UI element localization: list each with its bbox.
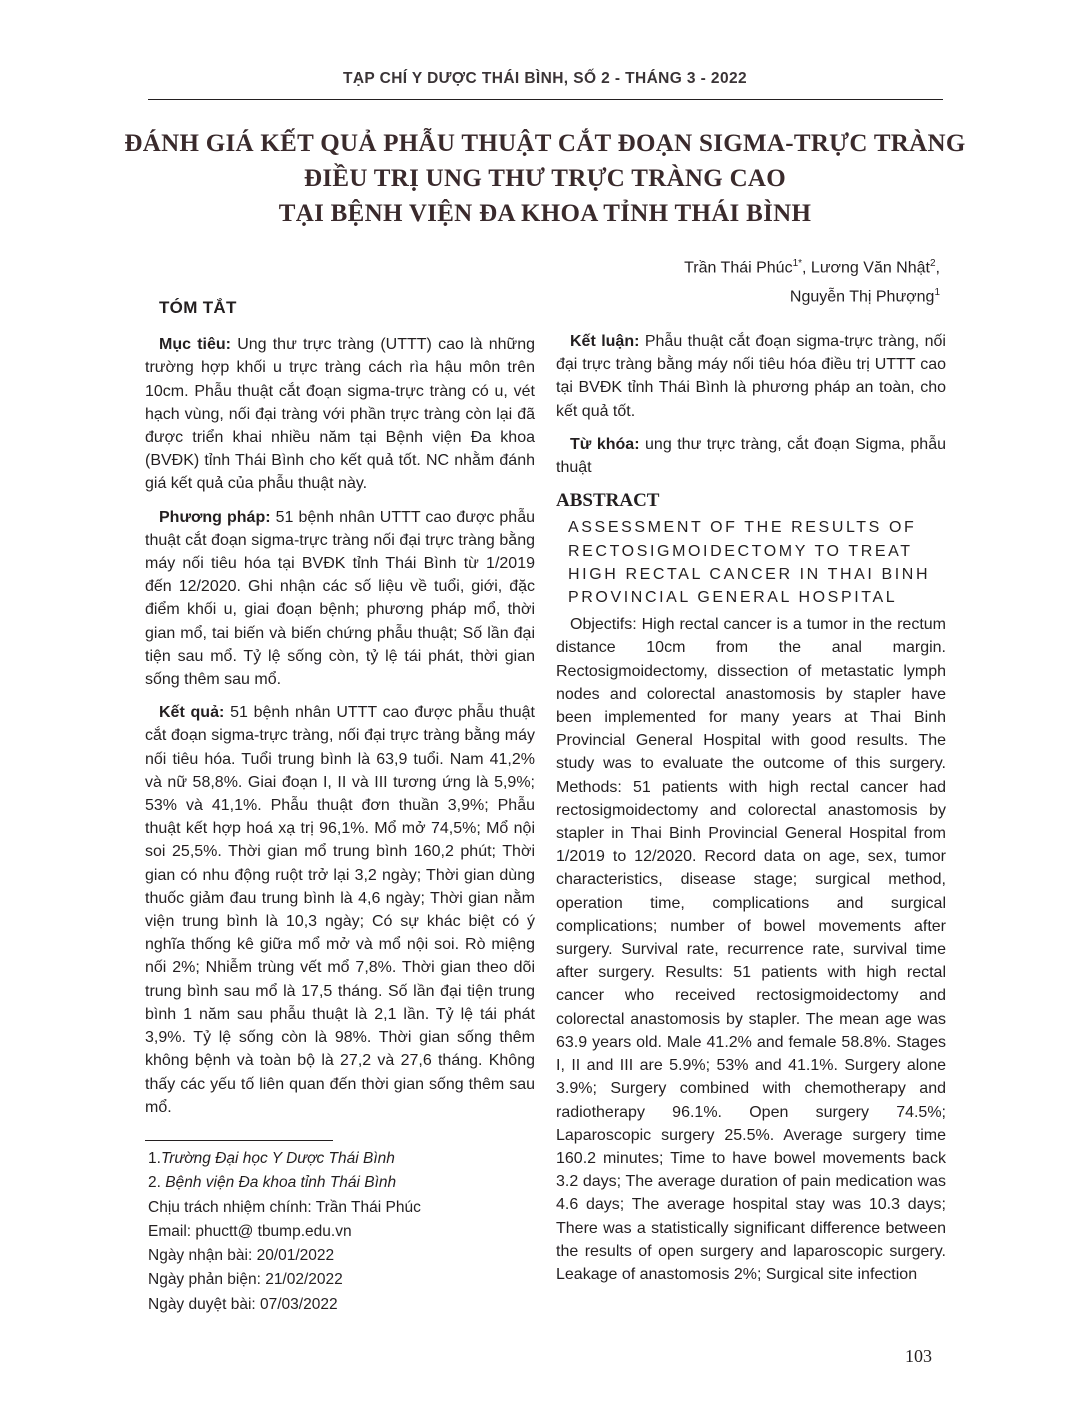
keywords-paragraph	[556, 433, 946, 479]
author-2: Lương Văn Nhật	[810, 259, 930, 277]
objectifs-label: Objectifs:	[570, 616, 637, 634]
left-column	[145, 296, 535, 1129]
author-3-affiliation: 1	[934, 287, 940, 299]
footnote-responsible: Chịu trách nhiệm chính: Trần Thái Phúc	[148, 1198, 421, 1216]
keywords-text: ung thư trực tràng, cắt đoạn Sigma, phẫu thuật	[556, 435, 946, 477]
author-2-affiliation: 2	[929, 258, 936, 269]
english-title: ASSESSMENT OF THE RESULTS OF RECTOSIGMOIDECTOMY TO TREAT HIGH RECTAL CANCER IN THAI BINH PROVINCIAL GENERAL HOSPITAL	[568, 519, 931, 607]
keywords-label: Từ khóa:	[570, 435, 640, 453]
objective-text: Ung thư trực tràng (UTTT) cao là những trường hợp khối u trực tràng cách rìa hậu môn trên 10cm. Phẫu thuật cắt đoạn sigma-trực tràng có u, vét hạch vùng, nối đại tràng với phần trực tràng còn lại đã được triển khai nhiều năm tại Bệnh viện Đa khoa (BVĐK) tỉnh Thái Bình cho kết quả tốt. NC nhằm đánh giá kết quả của phẫu thuật này.	[145, 336, 536, 493]
results-text: 51 patients with high rectal cancer who received rectosigmoidectomy and colorectal anastomosis by stapler. The mean age was 63.9 years old. Male 41.2% and female 58.8%. Stages I, II and III are 5.9%; 53% and 41.1%. Surgery alone 3.9%; Surgery combined with chemotherapy and radiotherapy 96.1%. Open surgery 74.5%; Laparoscopic surgery 25.5%. Average surgery time 160.2 minutes; Time to have bowel movements back 3.2 days; The average duration of pain medication was 4.6 days; The average hospital stay was 10.3 days; There was a statistically significant difference between the results of open surgery and laparoscopic surgery. Leakage of anastomosis 2%; Surgical site infection	[556, 964, 947, 1283]
header-divider	[148, 99, 943, 100]
footnote-affiliation-1: 1.Trường Đại học Y Dược Thái Bình	[148, 1150, 395, 1167]
objective-label: Mục tiêu:	[159, 336, 231, 354]
article-title	[90, 126, 1000, 231]
results-label: Results:	[665, 964, 723, 982]
result-paragraph	[145, 701, 535, 1119]
conclusion-label: Kết luận:	[570, 333, 640, 350]
summary-heading: TÓM TẮT	[159, 298, 237, 317]
conclusion-text: Phẫu thuật cắt đoạn sigma-trực tràng, nối đại trực tràng bằng máy nối tiêu hóa điều trị UTTT cao tại BVĐK tỉnh Thái Bình là phương pháp an toàn, cho kết quả tốt.	[556, 333, 946, 420]
author-3: Nguyễn Thị Phượng	[789, 288, 935, 306]
footnote-accepted-date: Ngày duyệt bài: 07/03/2022	[148, 1295, 338, 1313]
footnote-email: Email: phuctt@ tbump.edu.vn	[148, 1222, 352, 1240]
author-1-affiliation: 1*	[792, 258, 803, 269]
method-paragraph	[145, 506, 535, 692]
method-text: 51 bệnh nhân UTTT cao được phẫu thuật cắt đoạn sigma-trực tràng nối đại trực tràng bằng máy nối tiêu hóa tại BVĐK tỉnh Thái Bình từ 1/2019 đến 12/2020. Ghi nhận các số liệu về tuổi, giới, đặc điểm khối u, giai đoạn bệnh; phương pháp mổ, thời gian mổ, tai biến và biến chứng phẫu thuật; Số lần đại tiện sau mổ. Tỷ lệ sống còn, tỷ lệ tái phát, thời gian sống thêm sau mổ.	[145, 508, 536, 689]
methods-label: Methods:	[556, 778, 622, 796]
page-number: 103	[905, 1346, 932, 1366]
objectifs-text: High rectal cancer is a tumor in the rectum distance 10cm from the anal margin. Rectosigmoidectomy, dissection of metastatic lymph nodes and colorectal anastomosis by stapler have been implemented for many years at Thai Binh Provincial General Hospital with good results. The study was to evaluate the outcome of this surgery.	[556, 616, 947, 773]
author-1: Trần Thái Phúc	[684, 259, 793, 277]
methods-text: 51 patients with high rectal cancer had rectosigmoidectomy and colorectal anastomosis by stapler in Thai Binh Provincial General Hospital from 1/2019 to 12/2020. Record data on age, sex, tumor characteristics, disease stage; surgical method, operation time, complications and surgical complications; number of bowel movements after surgery. Survival rate, recurrence rate, survival time after surgery.	[556, 778, 946, 982]
result-label: Kết quả:	[159, 704, 225, 722]
right-column	[556, 330, 946, 1296]
abstract-heading: ABSTRACT	[556, 490, 660, 512]
author-block: Trần Thái Phúc$^{1*}$, Lương Văn Nhật$^2$, Nguyễn Thị Phượng$^1$	[684, 258, 940, 306]
footnote-review-date: Ngày phản biện: 21/02/2022	[148, 1271, 343, 1289]
title-line-2: ĐIỀU TRỊ UNG THƯ TRỰC TRÀNG CAO	[303, 165, 787, 192]
conclusion-paragraph	[556, 330, 946, 423]
running-head: TẠP CHÍ Y DƯỢC THÁI BÌNH, SỐ 2 - THÁNG 3 - 2022	[342, 70, 748, 87]
footnote-affiliation-2: 2. Bệnh viện Đa khoa tỉnh Thái Bình	[148, 1174, 397, 1192]
footnote-received-date: Ngày nhận bài: 20/01/2022	[148, 1247, 335, 1265]
objective-paragraph	[145, 333, 535, 495]
footnote-divider	[145, 1140, 333, 1141]
title-line-3: TẠI BỆNH VIỆN ĐA KHOA TỈNH THÁI BÌNH	[278, 200, 812, 227]
footnotes	[148, 1147, 421, 1317]
english-abstract-paragraph	[556, 613, 946, 1286]
result-text: 51 bệnh nhân UTTT cao được phẫu thuật cắt đoạn sigma-trực tràng, nối đại trực tràng bằng máy nối tiêu hóa. Tuổi trung bình là 63,9 tuổi. Nam 41,2% và nữ 58,8%. Giai đoạn I, II và III tương ứng là 5,9%; 53% và 41,1%. Phẫu thuật đơn thuần 3,9%; Phẫu thuật kết hợp hoá xạ trị 96,1%. Mổ mở 74,5%; Mổ nội soi 25,5%. Thời gian mổ trung bình 160,2 phút; Thời gian có nhu động ruột trở lại 3,2 ngày; Thời gian dùng thuốc giảm đau trung bình là 4,6 ngày; Thời gian nằm viện trung bình là 10,3 ngày; Có sự khác biệt có ý nghĩa thống kê giữa mổ mở và mổ nội soi. Rò miệng nối 2%; Nhiễm trùng vết mổ 7,8%. Thời gian theo dõi trung bình sau mổ là 17,5 tháng. Số lần đại tiện trung bình 1 năm sau phẫu thuật là 2,1 lần. Tỷ lệ tái phát 3,9%. Tỷ lệ sống còn là 98%. Thời gian sống thêm không bệnh và toàn bộ là 27,2 và 27,6 tháng. Không thấy các yếu tố liên quan đến thời gian sống thêm sau mổ.	[145, 704, 536, 1116]
method-label: Phương pháp:	[159, 508, 271, 526]
title-line-1: ĐÁNH GIÁ KẾT QUẢ PHẪU THUẬT CẮT ĐOẠN SIGMA-TRỰC TRÀNG	[124, 130, 966, 157]
